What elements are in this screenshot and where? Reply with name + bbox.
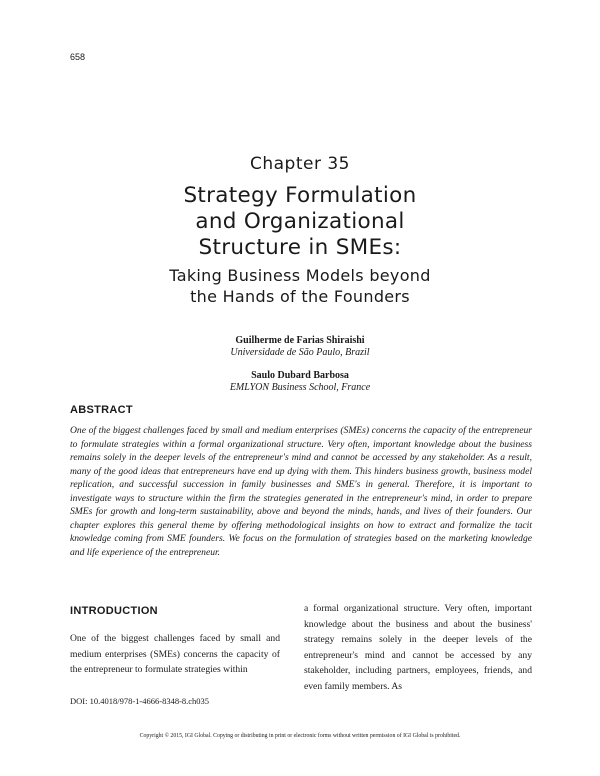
chapter-subtitle	[0, 265, 600, 307]
introduction-right-column: a formal organizational structure. Very often, important knowledge about the business and about the business' strategy remains solely in the deeper levels of the entrepreneur's mind and cannot be accessed by any stakeholder, including partners, employees, friends, and even family members. As	[304, 603, 532, 692]
introduction-left-column: One of the biggest challenges faced by small and medium enterprises (SMEs) concerns the capacity of the entrepreneur to formulate strategies within	[70, 633, 280, 675]
chapter-title-line: and Organizational	[195, 209, 405, 234]
abstract-text: One of the biggest challenges faced by small and medium enterprises (SMEs) concerns the capacity of the entrepreneur to formulate strategies within a formal organizational structure. Very often, important knowledge about the business remains solely in the deeper levels of the entrepreneur's mind and cannot be accessed by any stakeholder. As a result, many of the good ideas that entrepreneurs have end up dying with them. This hinders business growth, business model replication, and successful succession in family businesses and SME's in general. Therefore, it is important to investigate ways to structure within the firm the strategies generated in the entrepreneur's mind, in order to prepare SMEs for growth and long-term sustainability, above and beyond the minds, hands, and lives of their founders. Our chapter explores this general theme by offering methodological insights on how to extract and formalize the tacit knowledge coming from SME founders. We focus on the formulation of strategies based on the marketing knowledge and life experience of the entrepreneur.	[70, 425, 532, 558]
author-block	[0, 370, 600, 394]
author-name: Saulo Dubard Barbosa	[251, 370, 349, 381]
introduction-heading: INTRODUCTION	[70, 605, 158, 617]
copyright-notice: Copyright © 2015, IGI Global. Copying or distributing in print or electronic forms without written permission of IGI Global is prohibited.	[139, 733, 461, 739]
chapter-title-line: Strategy Formulation	[183, 183, 417, 208]
chapter-subtitle-line: Taking Business Models beyond	[169, 266, 431, 285]
chapter-title	[0, 183, 600, 261]
author-affiliation: Universidade de São Paulo, Brazil	[230, 347, 370, 358]
chapter-title-line: Structure in SMEs:	[198, 235, 402, 260]
abstract-heading: ABSTRACT	[70, 404, 133, 416]
author-block	[0, 335, 600, 359]
chapter-label: Chapter 35	[249, 154, 350, 174]
author-name: Guilherme de Farias Shiraishi	[235, 335, 365, 346]
author-affiliation: EMLYON Business School, France	[229, 382, 371, 393]
page-number: 658	[70, 52, 86, 62]
chapter-subtitle-line: the Hands of the Founders	[190, 287, 410, 306]
doi: DOI: 10.4018/978-1-4666-8348-8.ch035	[70, 696, 210, 706]
